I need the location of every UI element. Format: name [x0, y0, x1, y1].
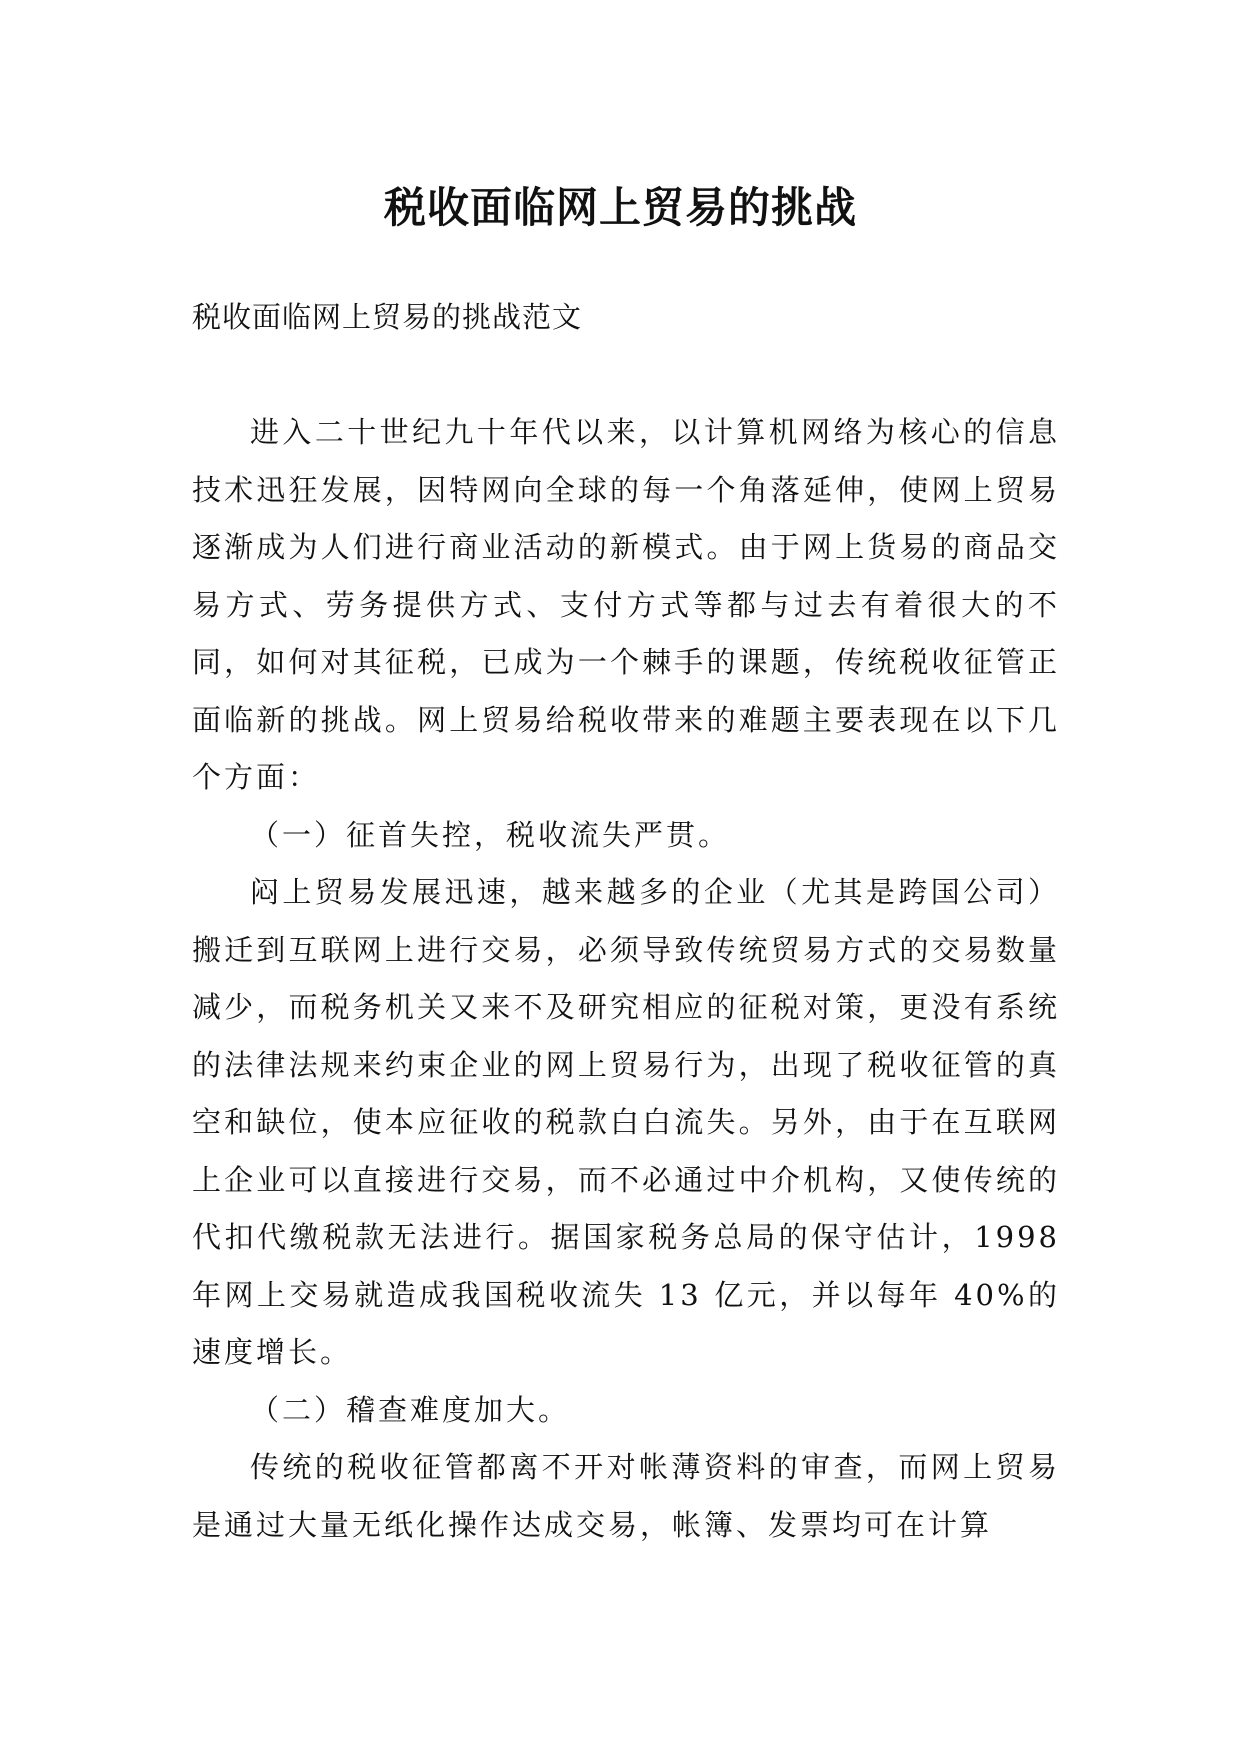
section-heading-1: （一）征首失控，税收流失严贯。	[250, 817, 731, 852]
document-title: 税收面临网上贸易的挑战	[383, 183, 857, 233]
paragraph-section-1: 闷上贸易发展迅速，越来越多的企业（尤其是跨国公司）搬迁到互联网上进行交易，必须导致传统贸易方式的交易数量减少，而税务机关又来不及研究相应的征税对策，更没有系统的法律法规来约束企业的网上贸易行为，出现了税收征管的真空和缺位，使本应征收的税款白白流失。另外，由于在互联网上企业可以直接进行交易，而不必通过中介机构，又使传统的代扣代缴税款无法进行。据国家税务总局的保守估计，1998 年网上交易就造成我国税收流失 13 亿元，并以每年 40%的速度增长。	[192, 875, 1060, 1369]
section-heading-2: （二）稽查难度加大。	[250, 1392, 571, 1427]
document-body	[192, 404, 1060, 1554]
document-subtitle: 税收面临网上贸易的挑战范文	[192, 300, 583, 334]
paragraph-intro: 进入二十世纪九十年代以来，以计算机网络为核心的信息技术迅狂发展，因特网向全球的每一个角落延伸，使网上贸易逐渐成为人们进行商业活动的新模式。由于网上货易的商品交易方式、劳务提供方式、支付方式等都与过去有着很大的不同，如何对其征税，已成为一个棘手的课题，传统税收征管正面临新的挑战。网上贸易给税收带来的难题主要表现在以下几个方面：	[192, 415, 1060, 794]
paragraph-section-2: 传统的税收征管都离不开对帐薄资料的审查，而网上贸易是通过大量无纸化操作达成交易，帐簿、发票均可在计算	[192, 1450, 1060, 1542]
